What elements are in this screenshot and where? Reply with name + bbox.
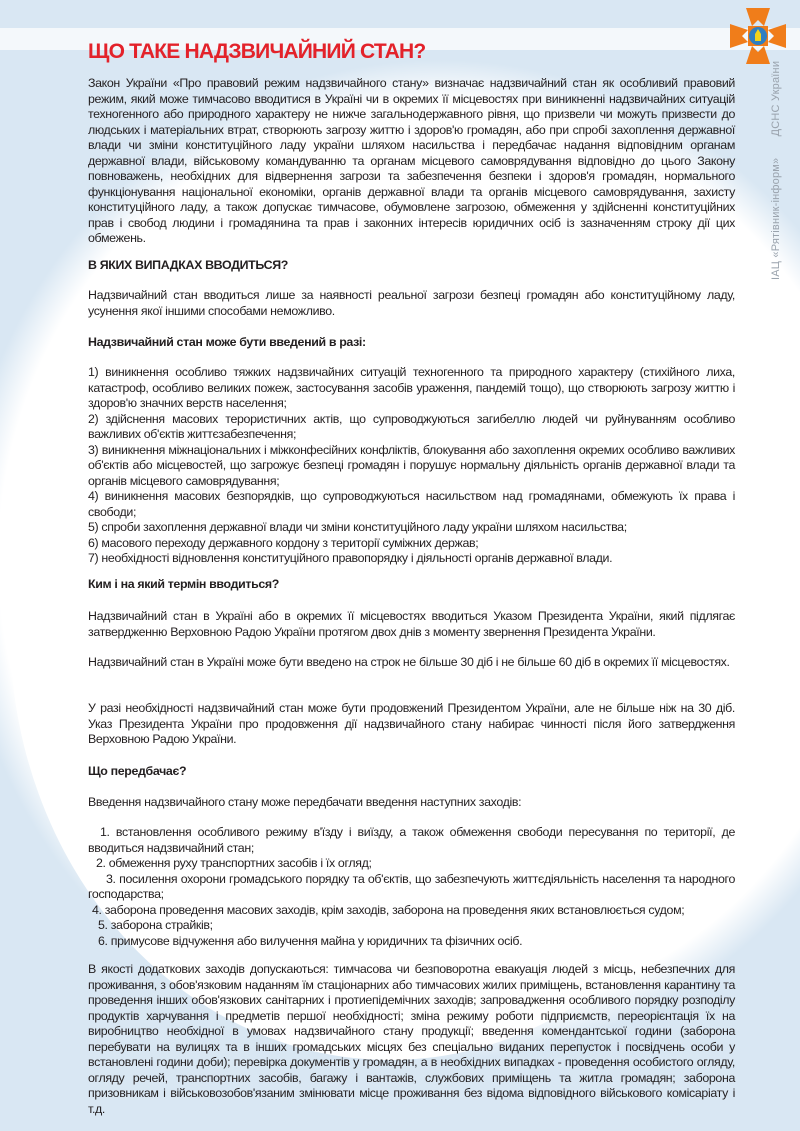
who-paragraph-3: У разі необхідності надзвичайний стан може бути продовжений Президентом України, але не більше ніж на 30 діб. Указ Президента України про продовження дії надзвичайного стану набирає чинності після його затвердження Верховною Радою України.	[88, 701, 735, 746]
page-title: ЩО ТАКЕ НАДЗВИЧАЙНИЙ СТАН?	[88, 40, 426, 63]
list-item: 5. заборона страйків;	[98, 918, 213, 932]
vertical-credit	[770, 43, 782, 280]
list-item: 3) виникнення міжнаціональних і міжконфесійних конфліктів, блокування або захоплення окремих особливо важливих об'єктів або місцевостей, що загрожує безпеці громадян і порушує нормальну діяльність органів державної влади та органів місцевого самоврядування;	[88, 442, 735, 488]
additional-measures-paragraph: В якості додаткових заходів допускаються: тимчасова чи безповоротна евакуація людей з місць, небезпечних для проживання, з обов'язковим наданням їм стаціонарних або тимчасових жилих приміщень, встановлення карантину та проведення інших обов'язкових санітарних і протиепідемічних заходів; запровадження особливого порядку розподілу продуктів харчування і предметів першої необхідності; зміна режиму роботи підприємств, переорієнтація їх на виробництво необхідної в умовах надзвичайного стану продукції; введення комендантської години (заборона перебувати на вулицях та в інших громадських місцях без спеціально виданих перепусток і посвідчень особи у встановлені години доби); перевірка документів у громадян, а в необхідних випадках - проведення особистого огляду, огляду речей, транспортних засобів, багажу і вантажів, службових приміщень та житла громадян; заборона призовникам і військовозобов'язаним змінювати місце проживання без відома відповідного військового комісаріату і т.д.	[88, 962, 735, 1116]
list-item: 3. посилення охорони громадського порядку та об'єктів, що забезпечують життєдіяльність населення та народного господарства;	[88, 871, 735, 901]
list-item: 1. встановлення особливого режиму в'їзду і виїзду, а також обмеження свободи пересування по території, де вводиться надзвичайний стан;	[88, 825, 735, 855]
credit-org2: ДСНС України	[770, 60, 782, 137]
who-paragraph-2: Надзвичайний стан в Україні може бути введено на строк не більше 30 діб і не більше 60 діб в окремих її місцевостях.	[88, 655, 730, 669]
provides-intro: Введення надзвичайного стану може передбачати введення наступних заходів:	[88, 795, 522, 809]
cases-list	[88, 365, 735, 567]
who-paragraph-1: Надзвичайний стан в Україні або в окремих її місцевостях вводиться Указом Президента України, який підлягає затвердженню Верховною Радою України протягом двох днів з моменту звернення Президента України.	[88, 609, 735, 639]
provides-heading: Що передбачає?	[88, 764, 187, 778]
list-item: 6. примусове відчуження або вилучення майна у юридичних та фізичних осіб.	[98, 933, 523, 948]
list-item: 6) масового переходу державного кордону з території суміжних держав;	[88, 535, 479, 550]
measures-list	[88, 825, 735, 949]
list-item: 5) спроби захоплення державної влади чи зміни конституційного ладу україни шляхом насильства;	[88, 520, 627, 534]
cases-subheading: Надзвичайний стан може бути введений в разі:	[88, 335, 366, 349]
who-heading: Ким і на який термін вводиться?	[88, 577, 279, 591]
intro-paragraph: Закон України «Про правовий режим надзвичайного стану» визначає надзвичайний стан як особливий правовий режим, який може тимчасово вводитися в Україні чи в окремих її місцевостях при виникненні надзвичайних ситуацій техногенного або природного характеру не нижче загальнодержавного рівня, що призвели чи можуть призвести до людських і матеріальних втрат, створюють загрозу життю і здоров'ю громадян, або при спробі захоплення державної влади чи зміни конституційного ладу україни шляхом насильства і передбачає надання відповідним органам державної влади, військовому командуванню та органам місцевого самоврядування відповідно до цього Закону повноважень, необхідних для відвернення загрози та забезпечення безпеки і здоров'я громадян, нормального функціонування національної економіки, органів державної влади та органів місцевого самоврядування, захисту конституційного ладу, а також допускає тимчасове, обумовлене загрозою, обмеження у здійсненні конституційних прав і свобод людини і громадянина та прав і законних інтересів юридичних осіб із зазначенням строку дії цих обмежень.	[88, 76, 735, 245]
list-item: 7) необхідності відновлення конституційного правопорядку і діяльності органів державної влади.	[88, 551, 613, 565]
list-item: 4. заборона проведення масових заходів, крім заходів, заборона на проведення яких встановлюється судом;	[92, 902, 685, 917]
list-item: 1) виникнення особливо тяжких надзвичайних ситуацій техногенного та природного характеру (стихійного лиха, катастроф, особливо великих пожеж, застосування засобів ураження, пандемій тощо), що створюють загрозу життю і здоров'ю значних верств населення;	[88, 365, 735, 410]
list-item: 2. обмеження руху транспортних засобів і їх огляд;	[96, 856, 372, 870]
cases-heading: В ЯКИХ ВИПАДКАХ ВВОДИТЬСЯ?	[88, 258, 288, 272]
list-item: 2) здійснення масових терористичних актів, що супроводжуються загибеллю людей чи руйнуванням особливо важливих об'єктів життєзабезпечення;	[88, 411, 735, 441]
cases-text: Надзвичайний стан вводиться лише за наявності реальної загрози безпеці громадян або конституційному ладу, усунення якої іншими способами неможливо.	[88, 288, 735, 318]
list-item: 4) виникнення масових безпорядків, що супроводжуються насильством над громадянами, обмежують їх права і свободи;	[88, 489, 735, 519]
credit-org1: ІАЦ «Рятівник-інформ»	[770, 157, 782, 280]
